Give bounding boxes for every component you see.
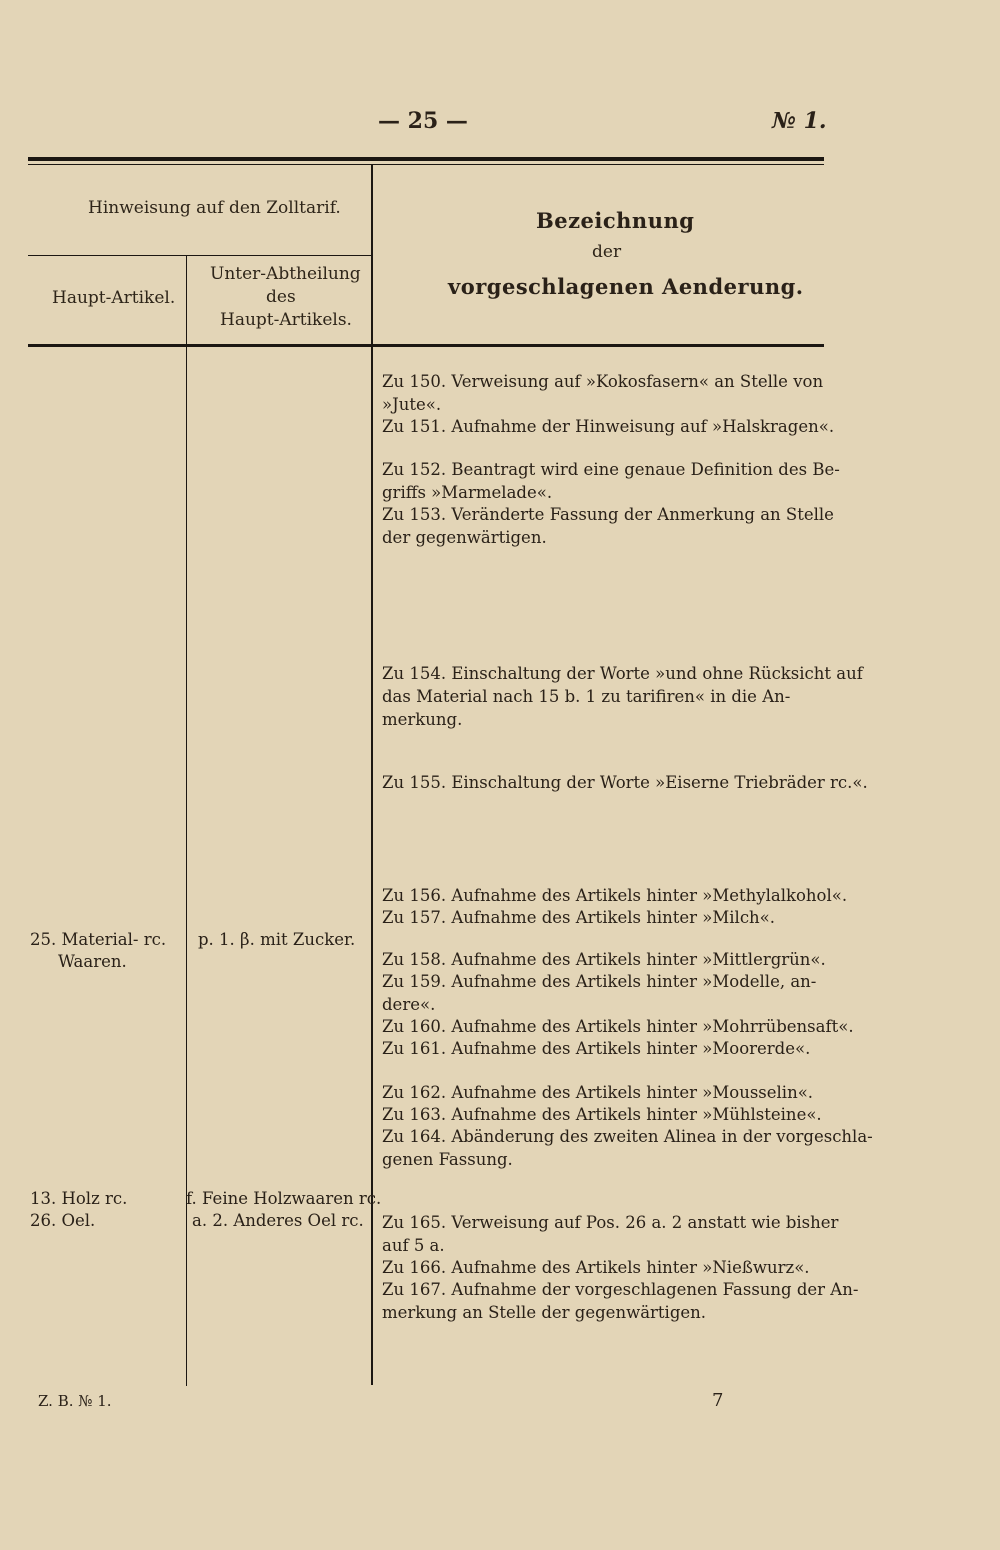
header-bottom-rule xyxy=(28,344,824,347)
entry-167-line2: merkung an Stelle der gegenwärtigen. xyxy=(382,1303,707,1322)
entry-160-line1: Zu 160. Aufnahme des Artikels hinter »Mohrrübensaft«. xyxy=(382,1017,854,1036)
entry-150-line2: »Jute«. xyxy=(382,395,442,414)
header-zolltarif: Hinweisung auf den Zolltarif. xyxy=(88,198,341,218)
entry-155 xyxy=(382,771,868,794)
footer-left: Z. B. № 1. xyxy=(38,1392,112,1410)
entry-167 xyxy=(382,1278,859,1324)
entry-159-line1: Zu 159. Aufnahme des Artikels hinter »Modelle, an- xyxy=(382,972,817,991)
entry-166 xyxy=(382,1256,827,1279)
entry-161 xyxy=(382,1037,827,1060)
entry-166-line1: Zu 166. Aufnahme des Artikels hinter »Nießwurz«. xyxy=(382,1258,810,1277)
header-vorgeschlagenen: vorgeschlagenen Aenderung. xyxy=(448,274,804,299)
page-number: — 25 — xyxy=(378,108,468,134)
haupt-artikel-holz: 13. Holz rc. xyxy=(30,1189,128,1208)
entry-153 xyxy=(382,503,834,549)
entry-164-line2: genen Fassung. xyxy=(382,1150,513,1169)
unter-abtheilung-zucker: p. 1. β. mit Zucker. xyxy=(198,930,356,949)
entry-152-line1: Zu 152. Beantragt wird eine genaue Definition des Be- xyxy=(382,460,840,479)
issue-number: № 1. xyxy=(772,108,827,134)
entry-165 xyxy=(382,1211,839,1257)
entry-150 xyxy=(382,370,827,416)
entry-164 xyxy=(382,1125,873,1171)
header-der: der xyxy=(592,242,622,262)
entry-154-line3: merkung. xyxy=(382,710,463,729)
entry-151 xyxy=(382,415,835,438)
entry-151-line1: Zu 151. Aufnahme der Hinweisung auf »Halskragen«. xyxy=(382,417,835,436)
entry-160 xyxy=(382,1015,854,1038)
entry-161-line1: Zu 161. Aufnahme des Artikels hinter »Moorerde«. xyxy=(382,1039,811,1058)
entry-153-line2: der gegenwärtigen. xyxy=(382,528,547,547)
entry-159 xyxy=(382,970,827,1016)
entry-156-line1: Zu 156. Aufnahme des Artikels hinter »Methylalkohol«. xyxy=(382,886,848,905)
entry-154-line2: das Material nach 15 b. 1 zu tarifiren« in die An- xyxy=(382,687,791,706)
entry-162 xyxy=(382,1081,827,1104)
header-haupt-artikel: Haupt-Artikel. xyxy=(52,288,176,308)
entry-163-line1: Zu 163. Aufnahme des Artikels hinter »Mühlsteine«. xyxy=(382,1105,822,1124)
entry-155-line1: Zu 155. Einschaltung der Worte »Eiserne Triebräder rc.«. xyxy=(382,773,868,792)
entry-163 xyxy=(382,1103,827,1126)
entry-158 xyxy=(382,948,827,971)
entry-165-line2: auf 5 a. xyxy=(382,1236,445,1255)
entry-154 xyxy=(382,662,863,731)
entry-152-line2: griffs »Marmelade«. xyxy=(382,483,553,502)
header-unter-abtheilung: Unter-Abtheilung xyxy=(210,264,361,284)
entry-157 xyxy=(382,906,827,929)
entry-158-line1: Zu 158. Aufnahme des Artikels hinter »Mittlergrün«. xyxy=(382,950,826,969)
top-rule-thin xyxy=(28,164,824,165)
header-bezeichnung: Bezeichnung xyxy=(536,208,695,233)
top-rule xyxy=(28,157,824,161)
haupt-artikel-material: 25. Material- rc. xyxy=(30,930,167,949)
header-haupt-artikels: Haupt-Artikels. xyxy=(220,310,352,330)
unter-abtheilung-holzwaaren: f. Feine Holzwaaren rc. xyxy=(186,1189,382,1208)
entry-150-line1: Zu 150. Verweisung auf »Kokosfasern« an Stelle von xyxy=(382,372,824,391)
entry-159-line2: dere«. xyxy=(382,995,436,1014)
unter-abtheilung-oel: a. 2. Anderes Oel rc. xyxy=(192,1211,364,1230)
haupt-artikel-waaren: Waaren. xyxy=(58,952,127,971)
entry-157-line1: Zu 157. Aufnahme des Artikels hinter »Milch«. xyxy=(382,908,776,927)
col-divider-sub xyxy=(186,256,187,1386)
haupt-artikel-oel: 26. Oel. xyxy=(30,1211,96,1230)
entry-162-line1: Zu 162. Aufnahme des Artikels hinter »Mousselin«. xyxy=(382,1083,814,1102)
entry-156 xyxy=(382,884,848,907)
header-subdivider xyxy=(28,255,372,256)
footer-page: 7 xyxy=(712,1390,724,1411)
entry-154-line1: Zu 154. Einschaltung der Worte »und ohne Rücksicht auf xyxy=(382,664,863,683)
entry-152 xyxy=(382,458,840,504)
entry-164-line1: Zu 164. Abänderung des zweiten Alinea in der vorgeschla- xyxy=(382,1127,873,1146)
entry-165-line1: Zu 165. Verweisung auf Pos. 26 a. 2 anstatt wie bisher xyxy=(382,1213,839,1232)
entry-153-line1: Zu 153. Veränderte Fassung der Anmerkung an Stelle xyxy=(382,505,834,524)
entry-167-line1: Zu 167. Aufnahme der vorgeschlagenen Fassung der An- xyxy=(382,1280,859,1299)
header-des: des xyxy=(266,287,296,307)
